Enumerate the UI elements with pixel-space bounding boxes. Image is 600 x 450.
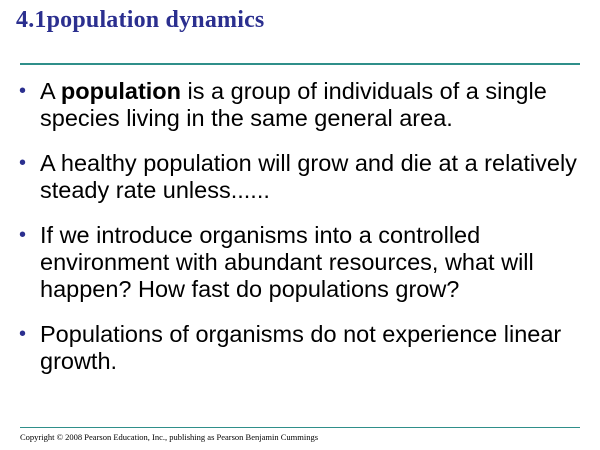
- slide-title: 4.1population dynamics: [16, 7, 265, 33]
- bullet-item-2: [16, 150, 586, 204]
- bullet-item-4: [16, 321, 586, 375]
- bullet-icon: •: [19, 224, 27, 246]
- footer-divider: [20, 427, 580, 428]
- bullet-2-text: A healthy population will grow and die at a relatively steady rate unless......: [40, 150, 577, 203]
- bullet-1-text-end: is a group of individuals of a single species living in the same general area.: [40, 78, 547, 131]
- bullet-3-text: If we introduce organisms into a controlled environment with abundant resources, what will happen? How fast do populations grow?: [40, 222, 534, 302]
- bullet-list: [16, 78, 586, 393]
- bullet-4-text: Populations of organisms do not experience linear growth.: [40, 321, 562, 374]
- bullet-1-term: population: [60, 78, 182, 104]
- bullet-icon: •: [19, 152, 27, 174]
- bullet-icon: •: [19, 80, 27, 102]
- copyright-notice: Copyright © 2008 Pearson Education, Inc., publishing as Pearson Benjamin Cummings: [20, 432, 319, 442]
- bullet-1-text-start: A: [40, 78, 61, 104]
- bullet-icon: •: [19, 323, 27, 345]
- bullet-item-3: [16, 222, 586, 303]
- bullet-item-1: [16, 78, 586, 132]
- title-divider: [20, 63, 580, 65]
